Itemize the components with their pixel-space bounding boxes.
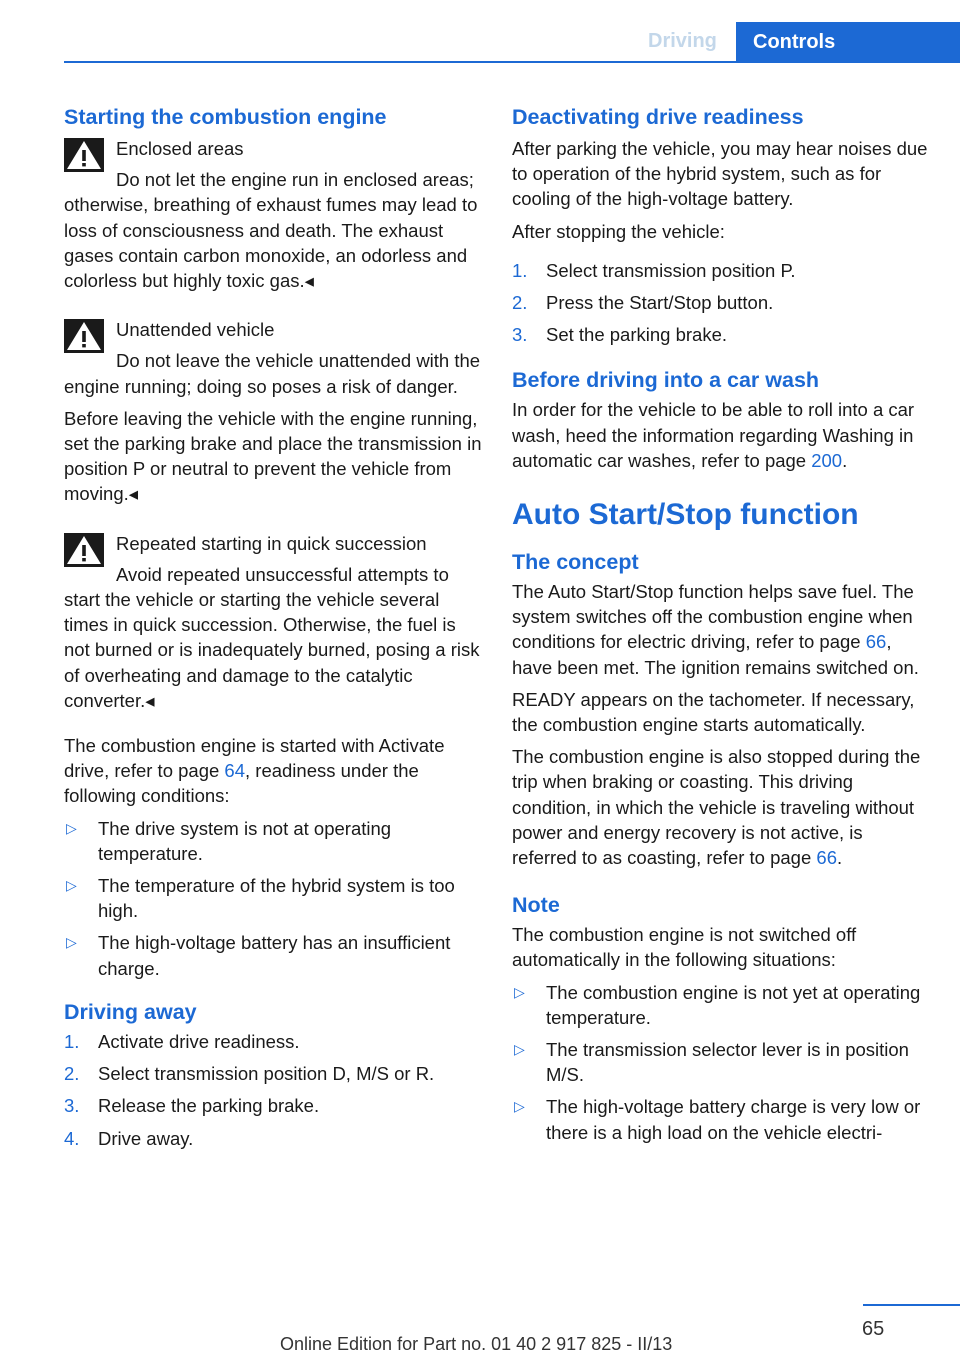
list-item: 1. Select transmission position P. [512,258,930,283]
page-link-200[interactable]: 200 [811,449,843,471]
page-number: 65 [862,1318,885,1340]
warning-triangle-icon [64,319,104,353]
heading-driving-away: Driving away [64,999,197,1024]
bullet-triangle-icon: ▷ [66,819,77,836]
paragraph-text: . [842,449,848,471]
page-link-64[interactable]: 64 [224,760,245,782]
warning-enclosed-areas [64,136,482,293]
paragraph-text: The combustion engine is started with Activate drive, refer to page [64,735,445,782]
list-item: ▷ The high-voltage battery has an insufficient charge. [66,932,451,979]
warning-title: Enclosed areas [116,138,244,159]
header-tab-controls[interactable]: Controls [736,22,960,62]
heading-concept: The concept [512,550,639,575]
warning-title: Repeated starting in quick succession [116,532,427,554]
warning-text: Before leaving the vehicle with the engine running, set the parking brake and place the transmission in position P or neutral to prevent the vehicle from moving.◂ [64,407,482,505]
driving-steps-list [64,1029,482,1151]
step-number: 2. [64,1063,80,1085]
paragraph-text: READY appears on the tachometer. If necessary, the combustion engine starts automatically. [512,688,915,736]
list-item: 2. Select transmission position D, M/S or R. [64,1061,482,1086]
paragraph-concept [512,579,930,680]
list-item: ▷ The combustion engine is not yet at operating temperature. [514,981,921,1028]
warning-triangle-icon [64,138,104,172]
paragraph-text: The combustion engine is not switched off automatically in the following situations: [512,924,857,971]
paragraph-text: After stopping the vehicle: [512,220,725,242]
page-link-66[interactable]: 66 [865,631,887,653]
bullet-triangle-icon: ▷ [514,1098,525,1115]
warning-title: Unattended vehicle [116,319,275,341]
step-number: 1. [512,259,528,281]
right-column [512,102,930,1145]
page-link-66[interactable]: 66 [816,847,837,869]
paragraph-text: , have been met. The ignition remains switched on. [512,631,919,678]
note-list [512,980,930,1145]
warning-triangle-icon [64,533,104,567]
list-item: 3. Release the parking brake. [64,1093,482,1118]
left-column [64,102,482,1151]
list-item: 4. Drive away. [64,1126,482,1151]
paragraph-text: , readiness under the following conditions: [64,760,419,807]
warning-repeated-starting [64,531,482,713]
paragraph-text: In order for the vehicle to be able to roll into a car wash, heed the information regarding Washing in automatic car washes, refer to page [512,399,915,471]
step-number: 1. [64,1030,80,1052]
heading-note: Note [512,893,560,918]
header-tab-driving[interactable]: Driving [648,30,717,52]
footer-edition: Online Edition for Part no. 01 40 2 917 825 - II/13 [280,1334,673,1354]
deactivate-steps-list [512,258,930,348]
paragraph-car-wash [512,397,930,473]
step-number: 4. [64,1127,80,1149]
list-item: 2. Press the Start/Stop button. [512,290,930,315]
paragraph-started [64,733,482,809]
list-item: ▷ The drive system is not at operating temperature. [66,817,392,864]
heading-deactivating: Deactivating drive readiness [512,105,804,129]
paragraph-text: The Auto Start/Stop function helps save fuel. The system switches off the combustion engine when conditions for electric driving, refer to page [512,581,914,653]
paragraph-text: The combustion engine is also stopped during the trip when braking or coasting. This driving condition, in which the vehicle is traveling without power and energy recovery is not active, is referred to as coasting, refer to page [512,746,921,869]
heading-auto-start-stop: Auto Start/Stop function [512,498,859,532]
paragraph-coasting [512,744,930,870]
heading-car-wash: Before driving into a car wash [512,368,820,393]
list-item: 3. Set the parking brake. [512,322,930,347]
paragraph-text: After parking the vehicle, you may hear noises due to operation of the hybrid system, such as for cooling of the high-voltage battery. [512,138,928,210]
warning-text: Avoid repeated unsuccessful attempts to start the vehicle or starting the vehicle several times in quick succession. Otherwise, the fuel is not burned or is inadequately burned, posing a risk of overheating and damage to the catalytic converter.◂ [64,563,480,711]
bullet-triangle-icon: ▷ [66,934,77,951]
warning-unattended-vehicle [64,317,482,506]
paragraph-text: . [836,847,843,869]
list-item: 1. Activate drive readiness. [64,1029,482,1054]
bullet-triangle-icon: ▷ [66,877,77,894]
conditions-list [64,816,482,981]
warning-text: Do not leave the vehicle unattended with the engine running; doing so poses a risk of danger. [64,350,481,397]
list-item: ▷ The high-voltage battery charge is very low or there is a high load on the vehicle electri- [514,1096,921,1143]
step-number: 3. [512,324,528,346]
header-rule [64,61,960,63]
heading-starting-engine: Starting the combustion engine [64,105,387,129]
page-header [0,0,960,62]
bullet-triangle-icon: ▷ [514,1041,525,1058]
step-number: 2. [512,292,528,314]
list-item: ▷ The temperature of the hybrid system is too high. [66,875,455,922]
list-item: ▷ The transmission selector lever is in position M/S. [514,1039,909,1086]
footer-rule [863,1304,960,1306]
step-number: 3. [64,1095,80,1117]
warning-text: Do not let the engine run in enclosed areas; otherwise, breathing of exhaust fumes may lead to loss of consciousness and death. The exhaust gases contain carbon monoxide, an odorless and colorless but highly toxic gas.◂ [64,169,478,292]
bullet-triangle-icon: ▷ [514,983,525,1000]
